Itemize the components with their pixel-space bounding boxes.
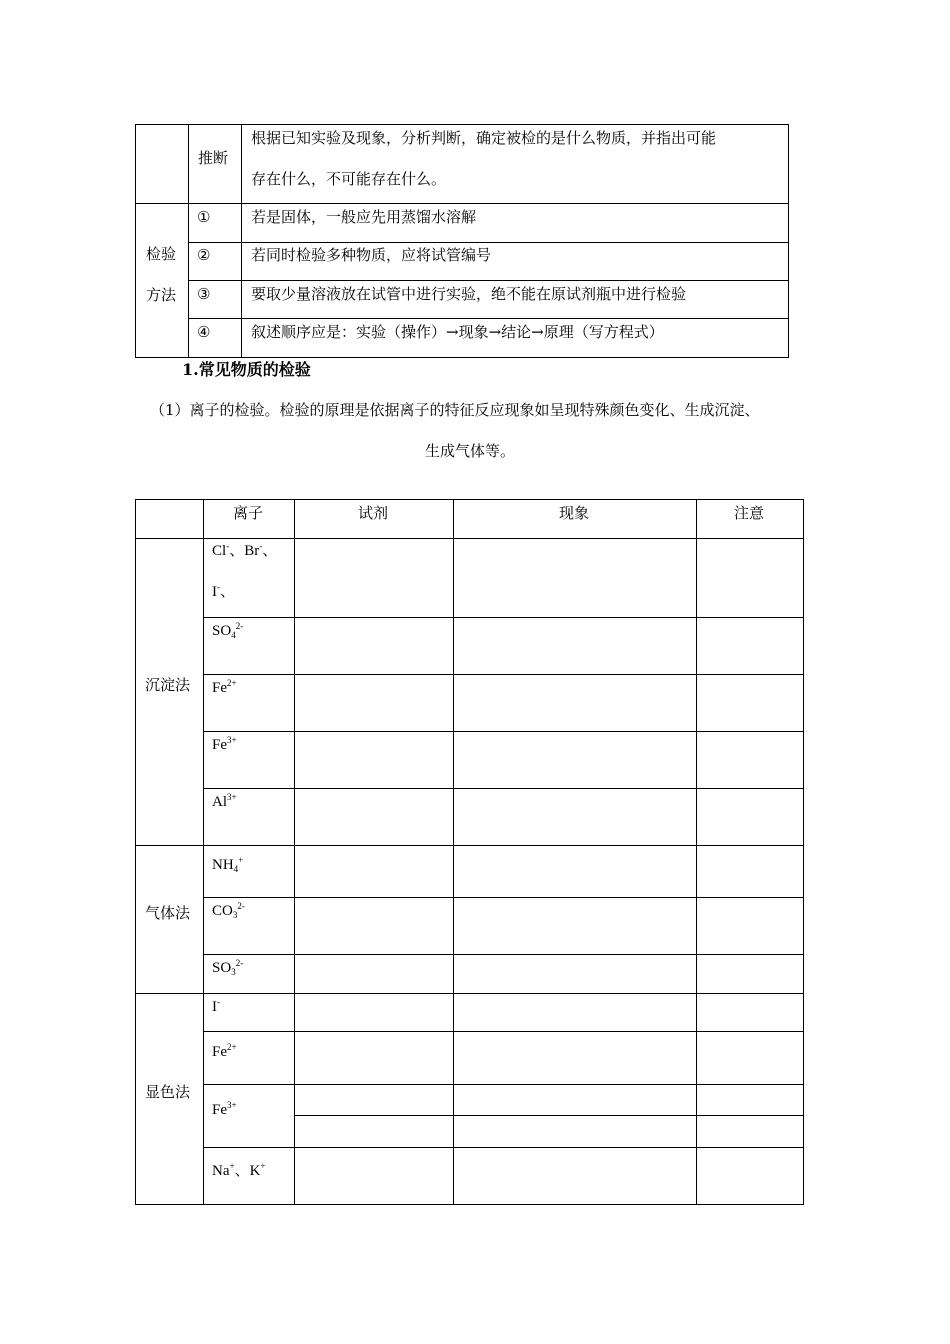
ion-i: I-、 (212, 582, 236, 600)
ion-fe3-color: $Fe^{3+}$ (212, 1100, 237, 1118)
intro-line-1: （1）离子的检验。检验的原理是依据离子的特征反应现象如呈现特殊颜色变化、生成沉淀、 (150, 401, 760, 419)
ion-al3: $Al^{3+}$ (212, 792, 237, 810)
table1-row-infer-label: 推断 (198, 149, 229, 167)
ion-fe2-precip: $Fe^{2+}$ (212, 678, 237, 696)
header-ion: 离子 (233, 504, 264, 522)
table1-group-label-1: 检验 (146, 245, 177, 263)
section-heading: 1.常见物质的检验 (182, 360, 311, 379)
ion-fe3-precip: $Fe^{3+}$ (212, 735, 237, 753)
ion-cl-br: Cl-、Br-、 (212, 541, 278, 559)
ion-fe2-color: $Fe^{2+}$ (212, 1042, 237, 1060)
ion-i-color: I- (212, 997, 220, 1015)
table1-num-2: ② (197, 246, 211, 264)
header-reagent: 试剂 (358, 504, 389, 522)
table1-num-3: ③ (197, 285, 211, 303)
table1-text-1: 若是固体，一般应先用蒸馏水溶解 (251, 208, 477, 226)
table1-group-label-2: 方法 (146, 286, 177, 304)
table1-text-4: 叙述顺序应是：实验（操作）→现象→结论→原理（写方程式） (251, 323, 664, 341)
table1-row-infer-text-1: 根据已知实验及现象，分析判断，确定被检的是什么物质，并指出可能 (251, 129, 717, 147)
ion-co3: $CO_3^{2-}$ (212, 901, 245, 920)
group-precipitation: 沉淀法 (145, 676, 191, 694)
header-note: 注意 (734, 504, 765, 522)
group-gas: 气体法 (145, 904, 191, 922)
ion-so3: $SO_3^{2-}$ (212, 958, 244, 977)
table1-num-1: ① (197, 208, 211, 226)
ion-nh4: $NH_4^+$ (212, 855, 244, 874)
intro-line-2: 生成气体等。 (425, 442, 516, 460)
group-color: 显色法 (145, 1083, 191, 1101)
table1-text-3: 要取少量溶液放在试管中进行实验，绝不能在原试剂瓶中进行检验 (251, 285, 687, 303)
ion-so4: $SO_4^{2-}$ (212, 621, 244, 640)
table1-text-2: 若同时检验多种物质，应将试管编号 (251, 246, 492, 264)
table1-num-4: ④ (197, 323, 211, 341)
table1-row-infer-text-2: 存在什么，不可能存在什么。 (251, 170, 447, 188)
header-phenomenon: 现象 (559, 504, 590, 522)
ion-na-k: Na+、K+ (212, 1161, 266, 1179)
